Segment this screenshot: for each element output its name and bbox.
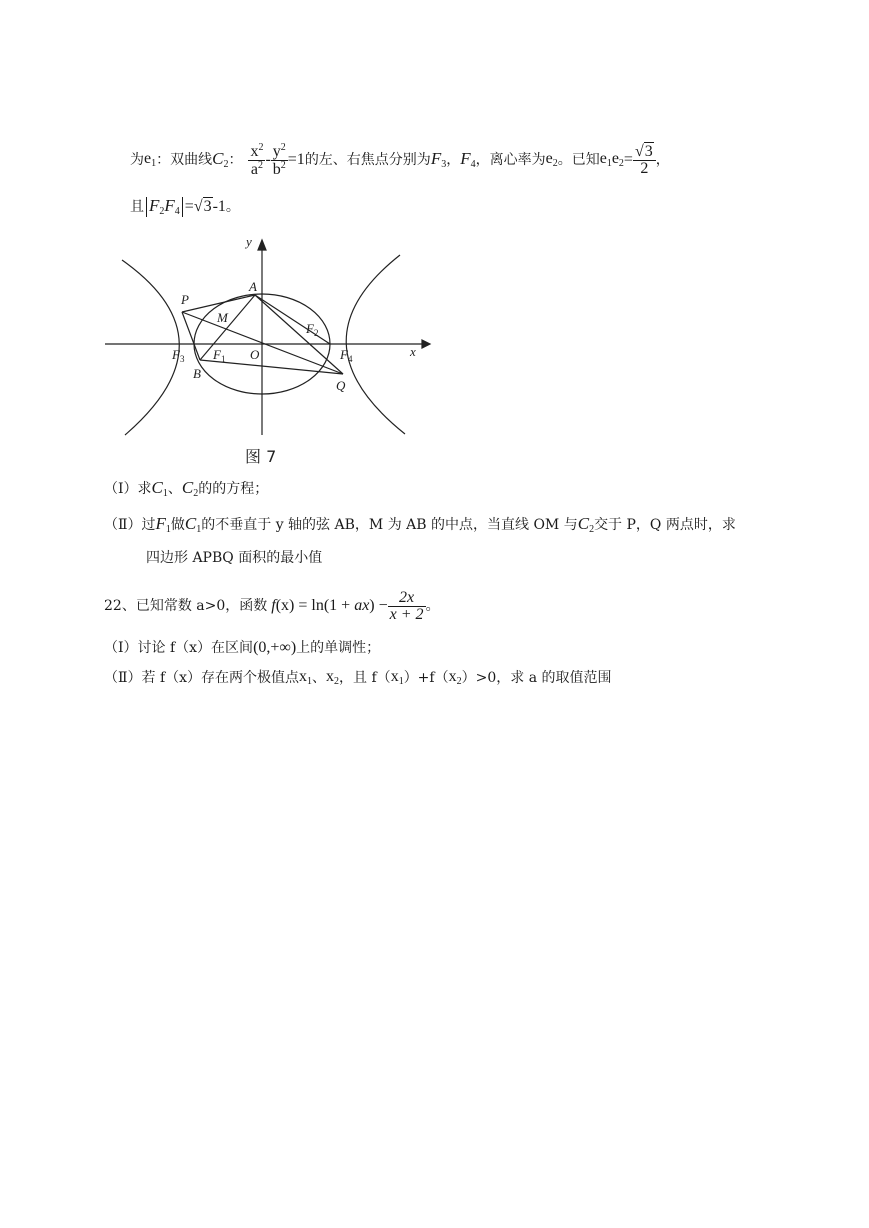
text: ：双曲线 — [156, 152, 213, 168]
figure-7 — [100, 230, 440, 470]
segment-f2f4: $F_2F_4$ — [149, 196, 180, 217]
curve-c2: $C_2$ — [212, 149, 229, 170]
segment-ab — [200, 295, 255, 360]
text: 的不垂直于 y 轴的弦 AB，M 为 AB 的中点，当直线 OM 与 — [201, 517, 578, 533]
e1: $e_1$ — [144, 150, 157, 169]
text: 上的单调性； — [296, 640, 381, 656]
label-f3: $F_3$ — [172, 347, 185, 364]
text: （Ⅰ）讨论 f（x）在区间 — [104, 640, 254, 656]
fraction-sqrt3-2: $\frac{√3}{2}$ — [633, 144, 656, 177]
segment-pb — [182, 312, 200, 360]
label-f4: $F_4$ — [340, 347, 353, 364]
label-q: Q — [336, 378, 346, 393]
question-1-1 — [104, 478, 268, 500]
label-o: O — [250, 347, 260, 362]
x-axis-arrow — [422, 340, 430, 348]
equals-one: =1 — [287, 151, 305, 168]
x2: $x_2$ — [326, 668, 340, 687]
equals: = — [623, 151, 633, 168]
label-f2: $F_2$ — [306, 321, 319, 338]
segment-aq — [255, 295, 343, 374]
text: 。已知 — [557, 152, 600, 168]
abs-bar-left — [146, 197, 147, 217]
text: 、 — [312, 670, 327, 686]
text: （Ⅱ）若 f（x）存在两个极值点 — [104, 670, 300, 686]
label-m: M — [217, 310, 228, 325]
e2: $e_2$ — [545, 150, 558, 169]
x2: $x_2$ — [448, 668, 462, 687]
label-b: B — [193, 366, 201, 381]
text: 。 — [225, 199, 240, 215]
problem-22 — [104, 584, 440, 628]
x1: $x_1$ — [390, 668, 404, 687]
function-def: f(x) = ln(1 + ax) − — [271, 597, 388, 614]
text: ，离心率为 — [475, 152, 546, 168]
label-f1: $F_1$ — [213, 347, 226, 364]
text: ， — [446, 152, 461, 168]
text: ）>0，求 a 的取值范围 — [461, 670, 612, 686]
abs-bar-right — [182, 197, 183, 217]
equals: = — [184, 198, 194, 215]
text: ， — [655, 152, 670, 168]
label-a: A — [249, 279, 257, 294]
text: （Ⅱ）过 — [104, 517, 156, 533]
figure-caption: 图 7 — [245, 447, 277, 466]
fraction-x2-a2: $\frac{x^2}{a^2}$ — [250, 141, 264, 178]
hyperbola-left-branch — [122, 260, 179, 435]
text: 、 — [167, 481, 182, 497]
minus-sign: - — [265, 151, 271, 168]
y-axis-arrow — [258, 240, 266, 250]
focus-f1: $F_1$ — [155, 514, 171, 535]
interval: (0,+∞) — [253, 639, 297, 656]
line-f2f4 — [130, 195, 240, 219]
text: 22、已知常数 a>0，函数 — [104, 598, 268, 614]
e1e2: $e_1e_2$ — [599, 150, 624, 169]
curve-c2: $C_2$ — [181, 478, 199, 499]
minus-one: -1 — [212, 198, 226, 215]
text: ，且 f（ — [339, 670, 391, 686]
sqrt3: √3 — [193, 198, 212, 215]
curve-c1: $C_1$ — [184, 514, 202, 535]
x1: $x_1$ — [299, 668, 313, 687]
segment-af2 — [255, 295, 330, 344]
focus-f3: $F_3$ — [430, 149, 447, 170]
label-p: P — [181, 292, 189, 307]
question-1-2-continued: 四边形 APBQ 面积的最小值 — [146, 550, 323, 566]
text: 做 — [170, 517, 185, 533]
label-x: x — [410, 344, 416, 359]
question-22-2 — [104, 667, 612, 689]
label-y: y — [246, 234, 252, 249]
fraction-y2-b2: $\frac{y^2}{b^2}$ — [272, 141, 286, 178]
fraction-2x: $\frac{2x}{x + 2}$ — [389, 588, 424, 623]
text: ： — [228, 152, 243, 168]
question-1-2 — [104, 514, 736, 536]
text: ）+f（ — [403, 670, 449, 686]
curve-c2: $C_2$ — [577, 514, 595, 535]
text: （Ⅰ）求 — [104, 481, 152, 497]
text: 的的方程； — [198, 481, 269, 497]
text: 交于 P，Q 两点时，求 — [594, 517, 736, 533]
text: 且 — [130, 199, 144, 215]
focus-f4: $F_4$ — [460, 149, 476, 170]
text: 为 — [130, 152, 144, 168]
question-22-1 — [104, 637, 380, 659]
text: 。 — [425, 598, 440, 614]
line-conditions — [130, 138, 670, 182]
text: 的左、右焦点分别为 — [304, 152, 431, 168]
curve-c1: $C_1$ — [151, 478, 168, 499]
